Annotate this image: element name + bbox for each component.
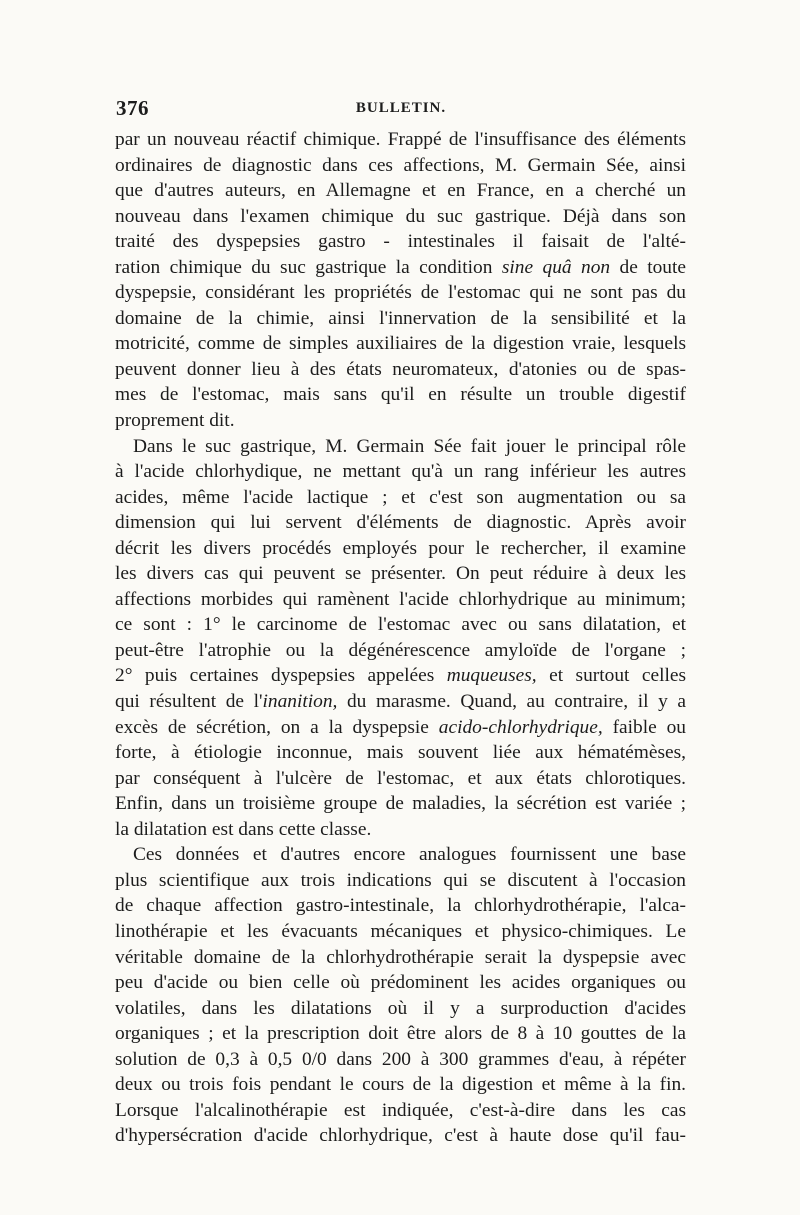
text-line: acides, même l'acide lactique ; et c'est son augmentation ou sa: [115, 486, 686, 508]
text-line: proprement dit.: [115, 410, 235, 432]
text-line: de chaque affection gastro-intestinale, la chlorhydrothérapie, l'alca-: [115, 895, 686, 917]
text-line: motricité, comme de simples auxiliaires de la digestion vraie, lesquels: [115, 333, 686, 355]
text-line: véritable domaine de la chlorhydrothérapie serait la dyspepsie avec: [115, 946, 686, 968]
page-number: 376: [116, 96, 149, 120]
text-line: forte, à étiologie inconnue, mais souvent liée aux hématémèses,: [115, 742, 686, 764]
italic-term: sine quâ non: [501, 256, 611, 278]
body-text: [115, 127, 686, 1149]
text-line: ce sont : 1° le carcinome de l'estomac avec ou sans dilatation, et: [115, 614, 686, 636]
italic-term: muqueuses,: [446, 665, 537, 687]
text-segment: et surtout celles: [536, 665, 686, 687]
text-line: linothérapie et les évacuants mécaniques et physico-chimiques. Le: [115, 920, 686, 942]
text-line: que d'autres auteurs, en Allemagne et en France, en a cherché un: [115, 180, 686, 202]
text-line: plus scientifique aux trois indications qui se discutent à l'occasion: [115, 869, 686, 891]
text-segment: excès de sécrétion, on a la dyspepsie: [115, 716, 439, 738]
text-line: ordinaires de diagnostic dans ces affections, M. Germain Sée, ainsi: [115, 154, 686, 176]
text-line: décrit les divers procédés employés pour le rechercher, il examine: [115, 537, 686, 559]
text-line: peut-être l'atrophie ou la dégénérescence amyloïde de l'organe ;: [115, 639, 686, 661]
text-line: organiques ; et la prescription doit être alors de 8 à 10 gouttes de la: [115, 1023, 686, 1045]
text-line: dyspepsie, considérant les propriétés de l'estomac qui ne sont pas du: [115, 282, 686, 304]
italic-term: acido-chlorhydrique,: [438, 716, 603, 738]
text-line: Lorsque l'alcalinothérapie est indiquée, c'est-à-dire dans les cas: [115, 1099, 686, 1121]
text-line: [115, 689, 686, 715]
text-line: Ces données et d'autres encore analogues fournissent une base: [133, 844, 686, 866]
text-line: affections morbides qui ramènent l'acide chlorhydrique au minimum;: [115, 588, 686, 610]
text-line: Enfin, dans un troisième groupe de maladies, la sécrétion est variée ;: [115, 793, 686, 815]
text-line: peu d'acide ou bien celle où prédominent les acides organiques ou: [115, 972, 686, 994]
text-line: par conséquent à l'ulcère de l'estomac, et aux états chlorotiques.: [115, 767, 686, 789]
text-line: Dans le suc gastrique, M. Germain Sée fait jouer le principal rôle: [133, 435, 686, 457]
text-line: [115, 663, 686, 689]
text-line: [115, 255, 686, 281]
text-line: dimension qui lui servent d'éléments de diagnostic. Après avoir: [115, 512, 686, 534]
text-line: [115, 715, 686, 741]
text-line: mes de l'estomac, mais sans qu'il en résulte un trouble digestif: [115, 384, 686, 406]
text-segment: de toute: [610, 256, 686, 278]
text-line: domaine de la chimie, ainsi l'innervation de la sensibilité et la: [115, 307, 686, 329]
text-line: par un nouveau réactif chimique. Frappé de l'insuffisance des éléments: [115, 129, 686, 150]
text-line: traité des dyspepsies gastro - intestinales il faisait de l'alté-: [115, 231, 686, 253]
text-line: d'hypersécration d'acide chlorhydrique, c'est à haute dose qu'il fau-: [115, 1125, 686, 1147]
text-line: à l'acide chlorhydique, ne mettant qu'à un rang inférieur les autres: [115, 461, 686, 483]
text-line: les divers cas qui peuvent se présenter. On peut réduire à deux les: [115, 563, 686, 585]
text-segment: du marasme. Quand, au contraire, il y a: [337, 691, 686, 713]
text-segment: ration chimique du suc gastrique la condition: [115, 256, 502, 278]
text-line: peuvent donner lieu à des états neuromateux, d'atonies ou de spas-: [115, 358, 686, 380]
text-line: la dilatation est dans cette classe.: [115, 818, 372, 840]
text-line: deux ou trois fois pendant le cours de la digestion et même à la fin.: [115, 1074, 686, 1096]
text-segment: faible ou: [602, 716, 686, 738]
text-line: solution de 0,3 à 0,5 0/0 dans 200 à 300 grammes d'eau, à répéter: [115, 1048, 686, 1070]
italic-term: inanition,: [262, 691, 338, 713]
text-line: volatiles, dans les dilatations où il y a surproduction d'acides: [115, 997, 686, 1019]
text-line: nouveau dans l'examen chimique du suc gastrique. Déjà dans son: [115, 205, 686, 227]
running-title: BULLETIN.: [355, 100, 447, 116]
text-segment: qui résultent de l': [115, 691, 263, 713]
page-header: [116, 96, 686, 122]
text-segment: 2° puis certaines dyspepsies appelées: [115, 665, 447, 687]
